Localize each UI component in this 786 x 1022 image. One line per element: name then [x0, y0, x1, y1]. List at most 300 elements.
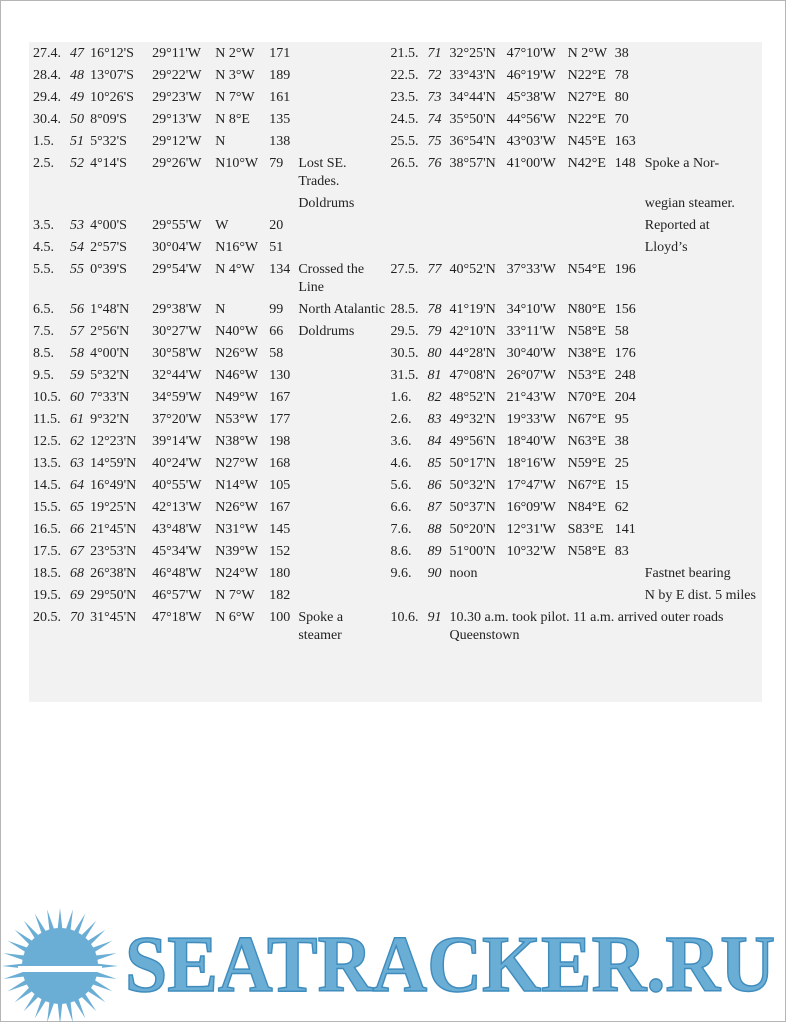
left-course-cell: W: [215, 218, 229, 233]
right-day-cell: 85: [427, 456, 442, 471]
left-day-cell: 60: [70, 390, 85, 405]
right-course-cell: S83°E: [567, 522, 604, 537]
table-row: [29, 301, 762, 323]
right-day-cell: 76: [427, 156, 442, 171]
left-day-cell: 58: [70, 346, 85, 361]
right-dist-cell: 38: [614, 46, 629, 61]
right-lon-cell: 43°03'W: [506, 134, 556, 149]
right-lat-cell: [446, 239, 503, 261]
right-dist-cell: 58: [614, 324, 629, 339]
right-dist-cell: 156: [614, 302, 636, 317]
left-remark-cell: [294, 111, 386, 133]
left-lon-cell: 34°59'W: [152, 390, 202, 405]
right-remark-cell: [641, 67, 762, 89]
right-lon-cell: 10°32'W: [506, 544, 556, 559]
right-date-cell: 23.5.: [390, 90, 419, 105]
left-lat-cell: 12°23'N: [90, 434, 137, 449]
left-day-cell: 61: [70, 412, 85, 427]
left-day-cell: 57: [70, 324, 85, 339]
right-lat-cell: noon: [449, 566, 478, 581]
left-course-cell: N31°W: [215, 522, 259, 537]
left-course-cell: N 3°W: [215, 68, 255, 83]
right-date-cell: 28.5.: [390, 302, 419, 317]
sun-ray: [4, 953, 26, 960]
right-day-cell: 87: [427, 500, 442, 515]
right-day-cell: 71: [427, 46, 442, 61]
left-dist-cell: 161: [269, 90, 291, 105]
right-dist-cell: 38: [614, 434, 629, 449]
table-row: [29, 499, 762, 521]
left-lat-cell: 2°57'S: [90, 240, 127, 255]
right-remark-cell: [641, 411, 762, 433]
right-date-cell: 10.6.: [390, 610, 419, 625]
right-day-cell: 88: [427, 522, 442, 537]
left-lat-cell: 23°53'N: [90, 544, 137, 559]
sun-icon: [2, 908, 118, 1022]
right-day-cell: 89: [427, 544, 442, 559]
right-course-cell: N84°E: [567, 500, 606, 515]
left-day-cell: 64: [70, 478, 85, 493]
right-lat-cell: 51°00'N: [449, 544, 496, 559]
left-dist-cell: 58: [269, 346, 284, 361]
right-remark-cell: Reported at: [644, 218, 710, 233]
right-date-cell: [386, 239, 423, 261]
right-day-cell: [423, 239, 445, 261]
left-day-cell: 55: [70, 262, 85, 277]
right-course-cell: N22°E: [567, 112, 606, 127]
table-row: [29, 455, 762, 477]
left-lat-cell: 14°59'N: [90, 456, 137, 471]
left-lon-cell: 30°58'W: [152, 346, 202, 361]
left-date-cell: 6.5.: [33, 302, 54, 317]
right-lat-cell: [446, 195, 503, 217]
left-remark-cell: [294, 543, 386, 565]
right-course-cell: N70°E: [567, 390, 606, 405]
right-remark-cell: N by E dist. 5 miles: [644, 588, 756, 603]
right-remark-cell: [641, 261, 762, 301]
table-row: [29, 217, 762, 239]
right-lat-cell: 34°44'N: [449, 90, 496, 105]
right-lat-cell: [446, 587, 503, 609]
right-course-cell: [564, 565, 611, 587]
right-dist-cell: 83: [614, 544, 629, 559]
right-day-cell: 79: [427, 324, 442, 339]
left-day-cell: 51: [70, 134, 85, 149]
right-dist-cell: 163: [614, 134, 636, 149]
left-remark-cell: Doldrums: [298, 324, 355, 339]
right-dist-cell: 80: [614, 90, 629, 105]
right-date-cell: 2.6.: [390, 412, 412, 427]
right-course-cell: N27°E: [567, 90, 606, 105]
left-day-cell: 50: [70, 112, 85, 127]
right-day-cell: 82: [427, 390, 442, 405]
left-lat-cell: 5°32'N: [90, 368, 130, 383]
right-date-cell: [386, 587, 423, 609]
right-dist-cell: 248: [614, 368, 636, 383]
sun-ray: [4, 972, 26, 979]
right-remark-cell: Fastnet bearing: [644, 566, 731, 581]
left-course-cell: N 2°W: [215, 46, 255, 61]
sun-ray: [95, 972, 117, 979]
right-date-cell: [386, 195, 423, 217]
sun-ray: [58, 908, 63, 930]
left-remark-cell: [294, 455, 386, 477]
left-lat-cell: 26°38'N: [90, 566, 137, 581]
right-course-cell: N54°E: [567, 262, 606, 277]
table-row: [29, 367, 762, 389]
left-course-cell: N24°W: [215, 566, 259, 581]
left-dist-cell: 167: [269, 500, 291, 515]
right-day-cell: 73: [427, 90, 442, 105]
left-remark-cell: [294, 411, 386, 433]
left-remark-cell: [294, 565, 386, 587]
table-row: [29, 111, 762, 133]
left-day-cell: 66: [70, 522, 85, 537]
left-lat-cell: 16°49'N: [90, 478, 137, 493]
table-row: [29, 155, 762, 195]
left-day-cell: 70: [70, 610, 85, 625]
right-dist-cell: 78: [614, 68, 629, 83]
right-course-cell: N42°E: [567, 156, 606, 171]
right-remark-cell: [641, 89, 762, 111]
left-lon-cell: 32°44'W: [152, 368, 202, 383]
right-remark-cell: [641, 521, 762, 543]
left-date-cell: 30.4.: [33, 112, 61, 127]
left-lon-cell: 39°14'W: [152, 434, 202, 449]
left-date-cell: 27.4.: [33, 46, 61, 61]
left-course-cell: N 7°W: [215, 588, 255, 603]
right-remark-cell: [641, 433, 762, 455]
left-dist-cell: 51: [269, 240, 284, 255]
right-lat-cell: 10.30 a.m. took pilot. 11 a.m. arrived outer roads Queenstown: [449, 610, 724, 643]
left-dist-cell: 182: [269, 588, 291, 603]
left-remark-cell: [294, 133, 386, 155]
left-course-cell: N 4°W: [215, 262, 255, 277]
left-lon-cell: 47°18'W: [152, 610, 202, 625]
voyage-log-body: [29, 45, 762, 649]
right-day-cell: 80: [427, 346, 442, 361]
table-row: [29, 323, 762, 345]
right-remark-cell: [641, 345, 762, 367]
right-lat-cell: 50°20'N: [449, 522, 496, 537]
left-remark-cell: North Atalantic: [298, 302, 386, 317]
left-date-cell: 28.4.: [33, 68, 61, 83]
left-course-cell: N53°W: [215, 412, 259, 427]
left-date-cell: 11.5.: [33, 412, 61, 427]
right-lat-cell: 50°17'N: [449, 456, 496, 471]
horizon-line: [18, 966, 102, 972]
right-lat-cell: 35°50'N: [449, 112, 496, 127]
right-dist-cell: 148: [614, 156, 636, 171]
right-date-cell: 4.6.: [390, 456, 412, 471]
left-lat-cell: 1°48'N: [90, 302, 130, 317]
left-lat-cell: 4°00'N: [90, 346, 130, 361]
right-day-cell: 90: [427, 566, 442, 581]
right-date-cell: 7.6.: [390, 522, 412, 537]
left-remark-cell: [294, 389, 386, 411]
right-remark-cell: wegian steamer.: [644, 196, 735, 211]
table-row: [29, 433, 762, 455]
left-course-cell: N38°W: [215, 434, 259, 449]
left-dist-cell: 66: [269, 324, 284, 339]
left-lon-cell: 40°55'W: [152, 478, 202, 493]
left-lon-cell: 29°54'W: [152, 262, 202, 277]
right-remark-cell: [641, 45, 762, 67]
table-row: [29, 521, 762, 543]
right-dist-cell: [611, 587, 641, 609]
left-lon-cell: 29°26'W: [152, 156, 202, 171]
right-date-cell: 27.5.: [390, 262, 419, 277]
left-lat-cell: 8°09'S: [90, 112, 127, 127]
left-lat-cell: 4°00'S: [90, 218, 127, 233]
right-lat-cell: 50°37'N: [449, 500, 496, 515]
left-dist-cell: 99: [269, 302, 284, 317]
right-lon-cell: [503, 565, 564, 587]
table-row: [29, 261, 762, 301]
left-date-cell: 9.5.: [33, 368, 54, 383]
table-row: [29, 543, 762, 565]
left-lon-cell: 45°34'W: [152, 544, 202, 559]
left-lon-cell: 42°13'W: [152, 500, 202, 515]
left-dist-cell: 168: [269, 456, 291, 471]
left-course-cell: N10°W: [215, 156, 259, 171]
left-date-cell: 17.5.: [33, 544, 61, 559]
right-lat-cell: 47°08'N: [449, 368, 496, 383]
left-dist-cell: 167: [269, 390, 291, 405]
right-lat-cell: 40°52'N: [449, 262, 496, 277]
right-day-cell: 86: [427, 478, 442, 493]
right-remark-cell: [641, 323, 762, 345]
right-lon-cell: 17°47'W: [506, 478, 556, 493]
right-lon-cell: 21°43'W: [506, 390, 556, 405]
left-dist-cell: 145: [269, 522, 291, 537]
right-date-cell: 3.6.: [390, 434, 412, 449]
left-remark-cell: [294, 521, 386, 543]
left-date-cell: [29, 195, 66, 217]
left-course-cell: N26°W: [215, 500, 259, 515]
table-row: [29, 587, 762, 609]
left-remark-cell: Spoke a steamer: [298, 610, 344, 643]
left-course-cell: N27°W: [215, 456, 259, 471]
left-remark-cell: Lost SE. Trades.: [298, 156, 347, 189]
left-date-cell: 10.5.: [33, 390, 61, 405]
right-dist-cell: [611, 195, 641, 217]
left-dist-cell: 105: [269, 478, 291, 493]
left-day-cell: 53: [70, 218, 85, 233]
sun-ray: [47, 1001, 54, 1022]
left-lon-cell: 46°57'W: [152, 588, 202, 603]
right-day-cell: 75: [427, 134, 442, 149]
left-lon-cell: [148, 195, 211, 217]
left-date-cell: 1.5.: [33, 134, 54, 149]
right-lon-cell: 30°40'W: [506, 346, 556, 361]
right-lon-cell: 33°11'W: [506, 324, 556, 339]
right-lon-cell: 41°00'W: [506, 156, 556, 171]
right-lon-cell: 26°07'W: [506, 368, 556, 383]
right-lat-cell: 32°25'N: [449, 46, 496, 61]
left-day-cell: 63: [70, 456, 85, 471]
right-date-cell: 1.6.: [390, 390, 412, 405]
right-course-cell: [564, 217, 611, 239]
seatracker-logo: [0, 905, 786, 1022]
right-course-cell: N 2°W: [567, 46, 608, 61]
right-day-cell: 74: [427, 112, 442, 127]
left-lat-cell: 2°56'N: [90, 324, 130, 339]
right-date-cell: 31.5.: [390, 368, 419, 383]
left-remark-cell: [294, 345, 386, 367]
right-course-cell: [564, 239, 611, 261]
left-remark-cell: [294, 433, 386, 455]
left-day-cell: 49: [70, 90, 85, 105]
right-date-cell: 30.5.: [390, 346, 419, 361]
left-course-cell: N 7°W: [215, 90, 255, 105]
left-date-cell: 14.5.: [33, 478, 61, 493]
right-lon-cell: 44°56'W: [506, 112, 556, 127]
left-course-cell: N: [215, 134, 226, 149]
left-lon-cell: 29°11'W: [152, 46, 201, 61]
table-row: [29, 133, 762, 155]
right-day-cell: 72: [427, 68, 442, 83]
left-lat-cell: 19°25'N: [90, 500, 137, 515]
left-course-cell: N: [215, 302, 226, 317]
left-lat-cell: 7°33'N: [90, 390, 130, 405]
right-lat-cell: 44°28'N: [449, 346, 496, 361]
right-day-cell: 81: [427, 368, 442, 383]
left-lat-cell: [86, 195, 148, 217]
right-dist-cell: [611, 565, 641, 587]
left-date-cell: 29.4.: [33, 90, 61, 105]
right-day-cell: [423, 195, 445, 217]
right-lon-cell: [503, 239, 564, 261]
left-lon-cell: 29°55'W: [152, 218, 202, 233]
sun-ray: [95, 953, 117, 960]
left-course-cell: N16°W: [215, 240, 259, 255]
right-course-cell: N67°E: [567, 412, 606, 427]
left-day-cell: 52: [70, 156, 85, 171]
left-date-cell: 18.5.: [33, 566, 61, 581]
right-lat-cell: 48°52'N: [449, 390, 496, 405]
left-date-cell: 19.5.: [33, 588, 61, 603]
table-row: [29, 195, 762, 217]
left-course-cell: N 8°E: [215, 112, 250, 127]
left-day-cell: 48: [70, 68, 85, 83]
right-date-cell: 5.6.: [390, 478, 412, 493]
left-lon-cell: 30°27'W: [152, 324, 202, 339]
left-lat-cell: 31°45'N: [90, 610, 137, 625]
left-lon-cell: 40°24'W: [152, 456, 202, 471]
left-dist-cell: 138: [269, 134, 291, 149]
left-date-cell: 4.5.: [33, 240, 54, 255]
left-dist-cell: 100: [269, 610, 291, 625]
table-row: [29, 239, 762, 261]
right-course-cell: N53°E: [567, 368, 606, 383]
right-lon-cell: [503, 195, 564, 217]
left-remark-cell: [294, 67, 386, 89]
left-day-cell: 68: [70, 566, 85, 581]
right-lon-cell: 45°38'W: [506, 90, 556, 105]
left-lat-cell: 21°45'N: [90, 522, 137, 537]
table-row: [29, 345, 762, 367]
logo-wordmark: SEATRACKER.RU: [125, 921, 775, 1009]
right-course-cell: [564, 195, 611, 217]
voyage-log-table: [29, 45, 762, 649]
left-date-cell: 20.5.: [33, 610, 61, 625]
right-remark-cell: [641, 543, 762, 565]
left-day-cell: 69: [70, 588, 85, 603]
table-row: [29, 411, 762, 433]
right-course-cell: N22°E: [567, 68, 606, 83]
sun-ray: [66, 910, 73, 932]
right-course-cell: N58°E: [567, 324, 606, 339]
left-date-cell: 5.5.: [33, 262, 54, 277]
left-date-cell: 7.5.: [33, 324, 54, 339]
right-date-cell: 6.6.: [390, 500, 412, 515]
table-row: [29, 67, 762, 89]
right-date-cell: 29.5.: [390, 324, 419, 339]
left-day-cell: 62: [70, 434, 85, 449]
left-date-cell: 12.5.: [33, 434, 61, 449]
left-dist-cell: 130: [269, 368, 291, 383]
right-day-cell: 91: [427, 610, 442, 625]
right-day-cell: 83: [427, 412, 442, 427]
left-remark-cell: [294, 45, 386, 67]
right-lon-cell: 19°33'W: [506, 412, 556, 427]
right-remark-cell: Lloyd’s: [644, 240, 688, 255]
table-row: [29, 89, 762, 111]
right-day-cell: 84: [427, 434, 442, 449]
right-lon-cell: [503, 217, 564, 239]
left-remark-cell: [294, 367, 386, 389]
right-remark-cell: [641, 367, 762, 389]
left-remark-cell: [294, 217, 386, 239]
right-remark-cell: [641, 455, 762, 477]
right-dist-cell: 141: [614, 522, 636, 537]
right-day-cell: [423, 587, 445, 609]
left-course-cell: N 6°W: [215, 610, 255, 625]
right-lat-cell: 33°43'N: [449, 68, 496, 83]
left-lat-cell: 9°32'N: [90, 412, 130, 427]
table-row: [29, 477, 762, 499]
left-remark-cell: [294, 239, 386, 261]
left-lon-cell: 29°22'W: [152, 68, 202, 83]
right-course-cell: N59°E: [567, 456, 606, 471]
table-row: [29, 565, 762, 587]
right-course-cell: N45°E: [567, 134, 606, 149]
left-lat-cell: 16°12'S: [90, 46, 134, 61]
right-lon-cell: [503, 587, 564, 609]
right-date-cell: [386, 217, 423, 239]
right-lat-cell: 36°54'N: [449, 134, 496, 149]
left-lon-cell: 29°13'W: [152, 112, 202, 127]
right-lon-cell: 12°31'W: [506, 522, 556, 537]
left-lat-cell: 10°26'S: [90, 90, 134, 105]
right-dist-cell: 25: [614, 456, 629, 471]
left-lon-cell: 29°38'W: [152, 302, 202, 317]
right-lon-cell: 34°10'W: [506, 302, 556, 317]
left-date-cell: 2.5.: [33, 156, 54, 171]
left-date-cell: 3.5.: [33, 218, 54, 233]
right-remark-cell: [641, 111, 762, 133]
left-date-cell: 16.5.: [33, 522, 61, 537]
right-course-cell: [564, 587, 611, 609]
right-remark-cell: [641, 499, 762, 521]
right-course-cell: N63°E: [567, 434, 606, 449]
left-lat-cell: 0°39'S: [90, 262, 127, 277]
left-day-cell: [66, 195, 86, 217]
right-remark-cell: [641, 301, 762, 323]
right-date-cell: 26.5.: [390, 156, 419, 171]
left-lat-cell: 4°14'S: [90, 156, 127, 171]
